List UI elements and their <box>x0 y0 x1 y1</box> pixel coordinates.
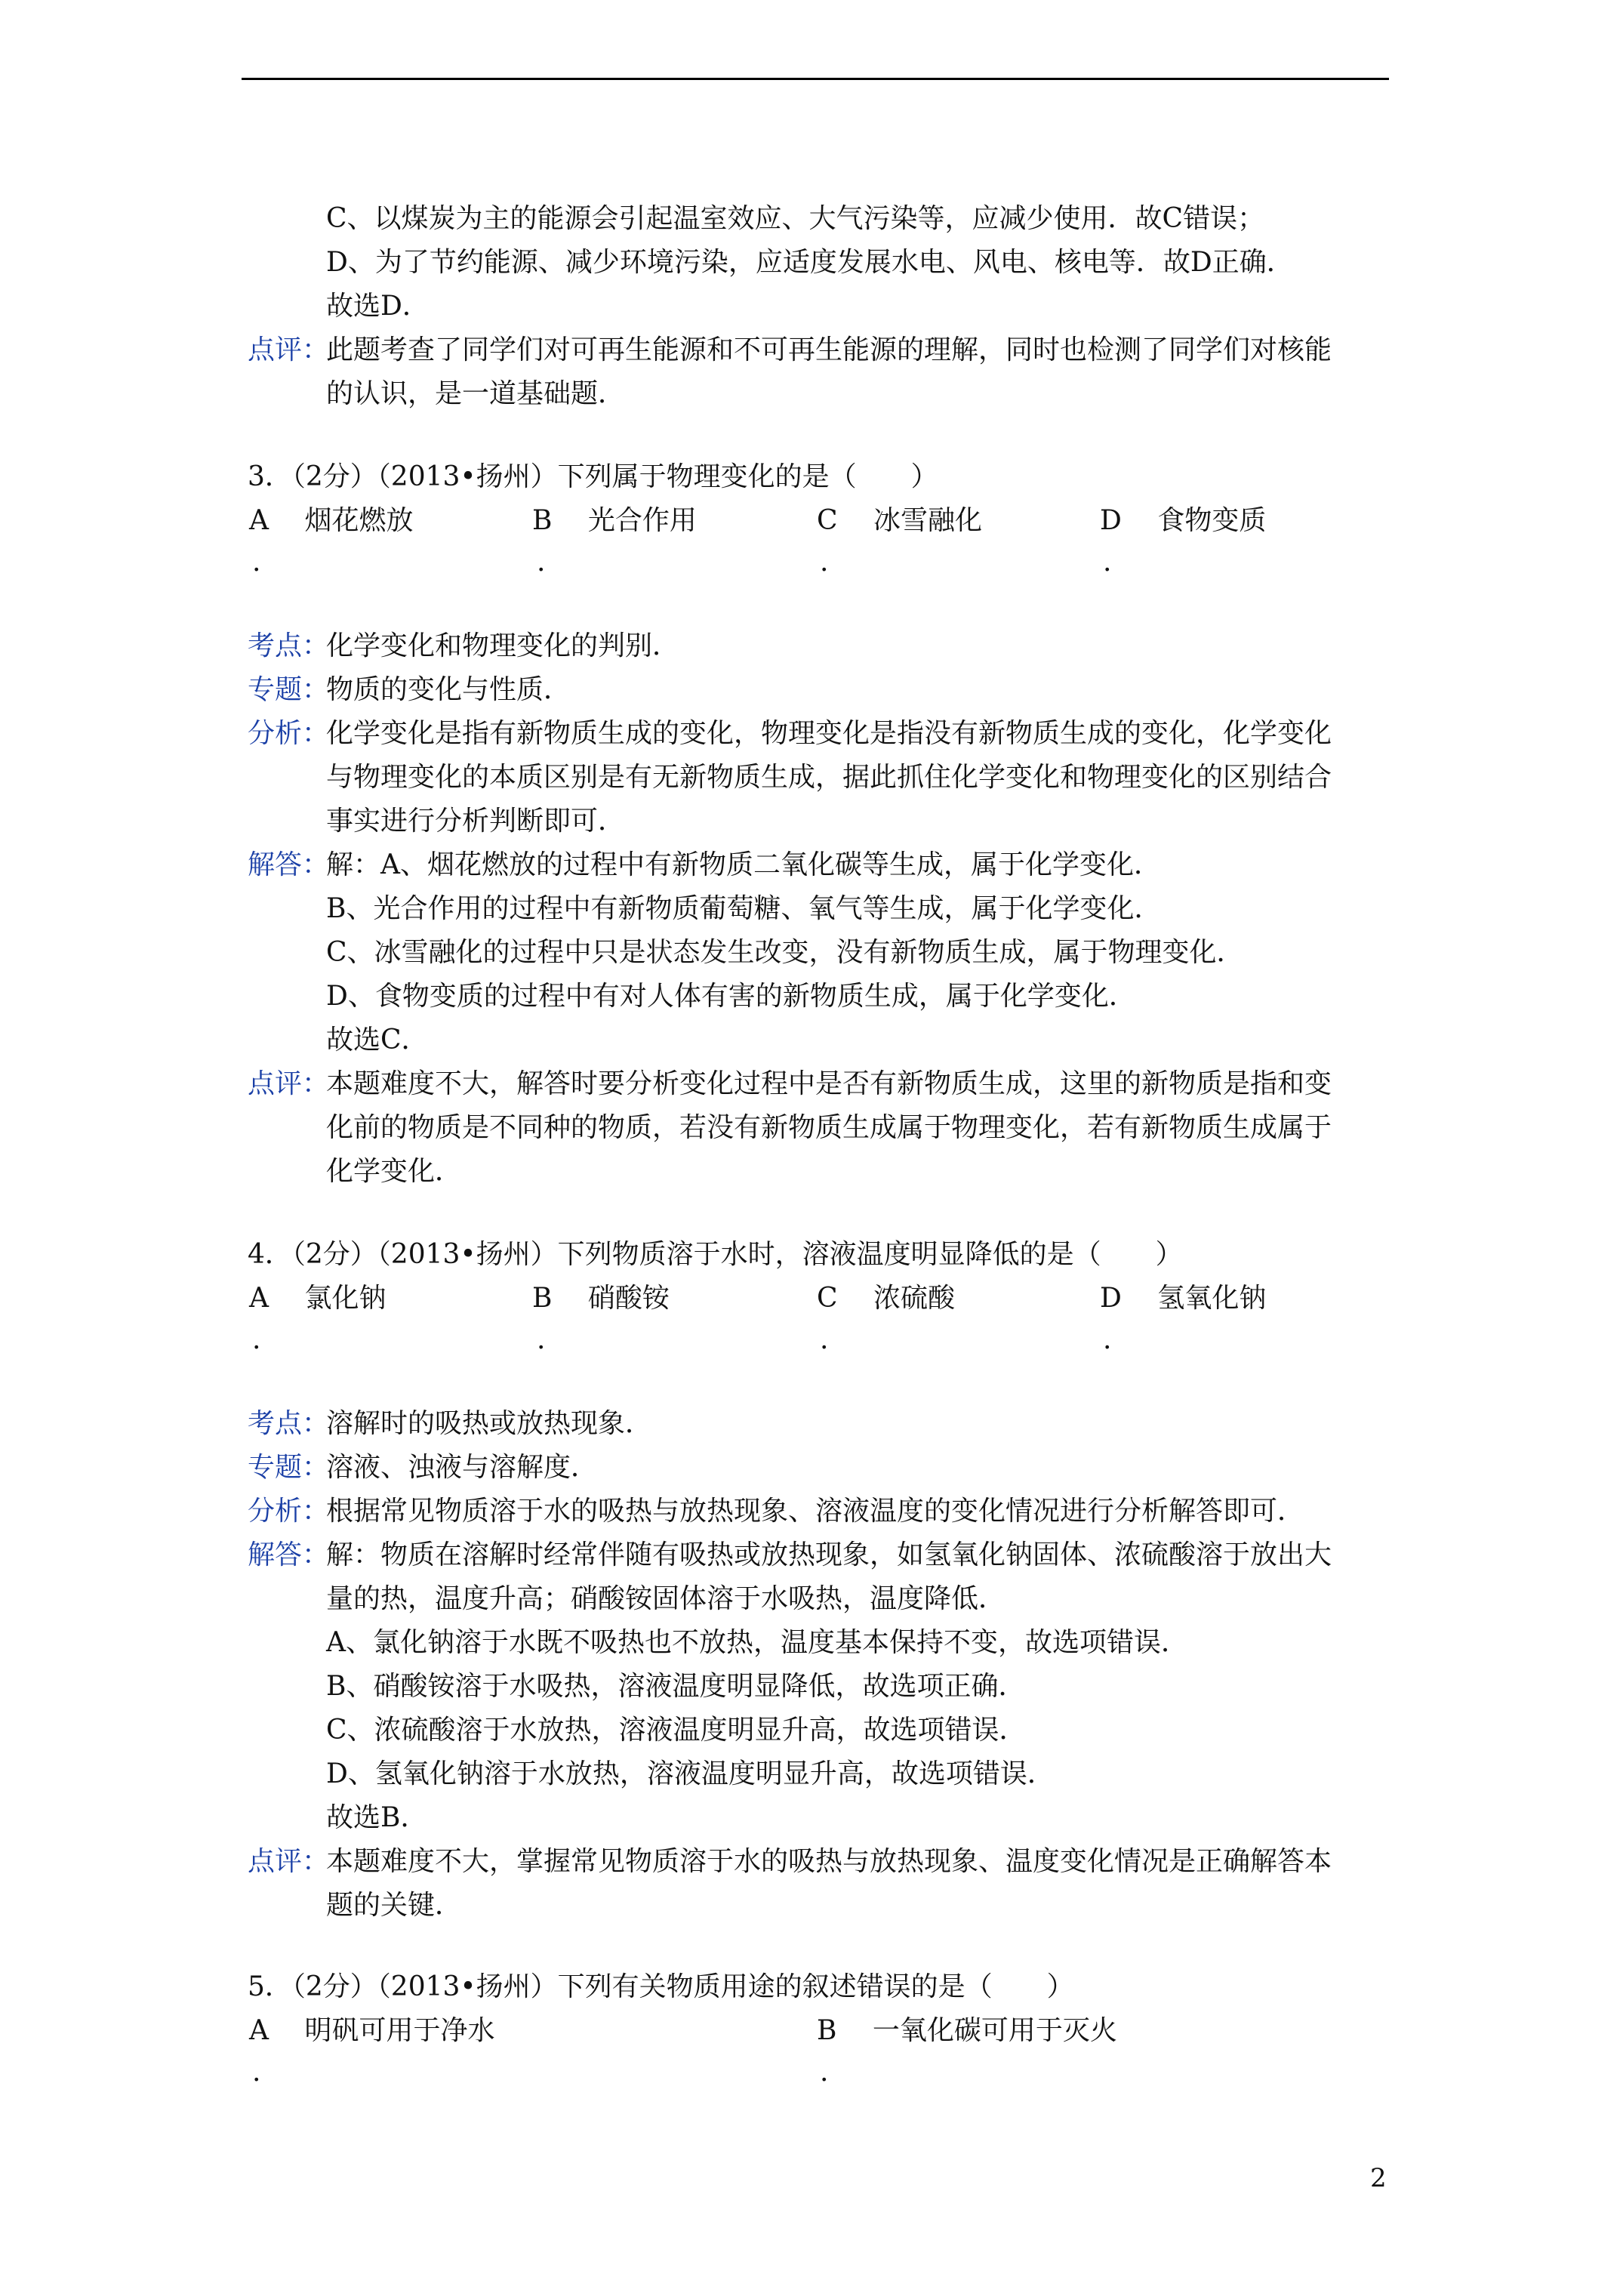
q3-jieda-line-2: B、光合作用的过程中有新物质葡萄糖、氧气等生成，属于化学变化． <box>326 893 1162 924</box>
option-letter: A <box>249 1283 269 1314</box>
option-dot: . <box>1103 1324 1112 1355</box>
option-letter: D <box>1100 1283 1122 1314</box>
q4-option-d <box>1100 1282 1266 1315</box>
prev-answer: 故选D． <box>326 291 430 322</box>
option-letter: B <box>532 505 553 536</box>
option-dot: . <box>820 1324 829 1355</box>
option-text: 浓硫酸 <box>873 1283 956 1314</box>
q4-dianping-line-1: 本题难度不大，掌握常见物质溶于水的吸热与放热现象、温度变化情况是正确解答本 <box>326 1846 1332 1877</box>
page-number: 2 <box>1370 2163 1387 2193</box>
prev-comment-line-1: 此题考查了同学们对可再生能源和不可再生能源的理解，同时也检测了同学们对核能 <box>326 334 1332 365</box>
q4-jieda-label: 解答： <box>248 1539 330 1570</box>
option-dot: . <box>252 1324 261 1355</box>
q5-option-a <box>249 2014 494 2048</box>
option-dot: . <box>820 547 829 578</box>
prev-line-c: C、以煤炭为主的能源会引起温室效应、大气污染等，应减少使用．故C错误； <box>326 203 1265 234</box>
option-text: 硝酸铵 <box>587 1283 670 1314</box>
option-dot: . <box>1103 547 1112 578</box>
q4-dianping-line-2: 题的关键． <box>326 1890 463 1921</box>
q4-jieda-line-7: 故选B． <box>326 1802 428 1833</box>
q4-kaodian: 溶解时的吸热或放热现象． <box>326 1408 653 1439</box>
q4-stem: 4．（2分）（2013•扬州）下列物质溶于水时，溶液温度明显降低的是（ ） <box>248 1239 1183 1270</box>
q4-option-a <box>249 1282 386 1315</box>
option-dot: . <box>537 1324 546 1355</box>
option-text: 烟花燃放 <box>304 505 414 536</box>
option-text: 氢氧化钠 <box>1157 1283 1267 1314</box>
option-text: 食物变质 <box>1157 505 1267 536</box>
q3-zhuanti-label: 专题： <box>248 674 330 705</box>
q3-jieda-line-1: 解：A、烟花燃放的过程中有新物质二氧化碳等生成，属于化学变化． <box>326 849 1161 880</box>
prev-comment-line-2: 的认识，是一道基础题． <box>326 378 626 409</box>
option-text: 光合作用 <box>587 505 697 536</box>
q3-zhuanti: 物质的变化与性质． <box>326 674 571 705</box>
option-dot: . <box>252 547 261 578</box>
q4-fenxi-line-1: 根据常见物质溶于水的吸热与放热现象、溶液温度的变化情况进行分析解答即可． <box>326 1496 1305 1527</box>
q4-zhuanti: 溶液、浊液与溶解度． <box>326 1452 599 1483</box>
q3-jieda-label: 解答： <box>248 849 330 880</box>
q4-option-b <box>532 1282 670 1315</box>
option-letter: B <box>532 1283 553 1314</box>
q3-option-b <box>532 504 697 538</box>
prev-line-d: D、为了节约能源、减少环境污染，应适度发展水电、风电、核电等．故D正确． <box>326 247 1294 278</box>
q3-option-a <box>249 504 413 538</box>
q4-kaodian-label: 考点： <box>248 1408 330 1439</box>
q3-dianping-line-3: 化学变化． <box>326 1156 463 1187</box>
q3-option-c <box>817 504 982 538</box>
q4-zhuanti-label: 专题： <box>248 1452 330 1483</box>
q3-fenxi-line-2: 与物理变化的本质区别是有无新物质生成，据此抓住化学变化和物理变化的区别结合 <box>326 762 1332 793</box>
header-rule <box>242 78 1389 80</box>
q3-stem: 3．（2分）（2013•扬州）下列属于物理变化的是（ ） <box>248 461 938 492</box>
option-letter: A <box>249 505 269 536</box>
q4-jieda-line-3: A、氯化钠溶于水既不吸热也不放热，温度基本保持不变，故选项错误． <box>326 1627 1188 1658</box>
option-text: 明矾可用于净水 <box>304 2015 495 2046</box>
q3-fenxi-line-3: 事实进行分析判断即可． <box>326 806 626 837</box>
q4-jieda-line-5: C、浓硫酸溶于水放热，溶液温度明显升高，故选项错误． <box>326 1715 1027 1746</box>
option-letter: C <box>817 505 838 536</box>
q4-option-c <box>817 1282 955 1315</box>
prev-comment-label: 点评： <box>248 334 330 365</box>
q3-dianping-line-2: 化前的物质是不同种的物质，若没有新物质生成属于物理变化，若有新物质生成属于 <box>326 1112 1332 1143</box>
option-text: 氯化钠 <box>304 1283 387 1314</box>
option-dot: . <box>820 2057 829 2088</box>
q3-fenxi-label: 分析： <box>248 718 330 749</box>
option-letter: C <box>817 1283 838 1314</box>
q4-fenxi-label: 分析： <box>248 1496 330 1527</box>
q4-jieda-line-6: D、氢氧化钠溶于水放热，溶液温度明显升高，故选项错误． <box>326 1758 1055 1789</box>
option-dot: . <box>537 547 546 578</box>
option-letter: B <box>817 2015 837 2046</box>
q5-stem: 5．（2分）（2013•扬州）下列有关物质用途的叙述错误的是（ ） <box>248 1971 1074 2002</box>
q3-option-d <box>1100 504 1266 538</box>
q3-jieda-line-5: 故选C． <box>326 1025 429 1056</box>
q5-option-b <box>817 2014 1117 2048</box>
q4-jieda-line-4: B、硝酸铵溶于水吸热，溶液温度明显降低，故选项正确． <box>326 1671 1026 1702</box>
q3-jieda-line-3: C、冰雪融化的过程中只是状态发生改变，没有新物质生成，属于物理变化． <box>326 937 1244 968</box>
q4-dianping-label: 点评： <box>248 1846 330 1877</box>
q3-kaodian-label: 考点： <box>248 630 330 661</box>
q3-jieda-line-4: D、食物变质的过程中有对人体有害的新物质生成，属于化学变化． <box>326 981 1136 1012</box>
option-letter: D <box>1100 505 1122 536</box>
q3-kaodian: 化学变化和物理变化的判别． <box>326 630 680 661</box>
q3-dianping-label: 点评： <box>248 1068 330 1099</box>
q3-fenxi-line-1: 化学变化是指有新物质生成的变化，物理变化是指没有新物质生成的变化，化学变化 <box>326 718 1332 749</box>
q4-jieda-line-1: 解：物质在溶解时经常伴随有吸热或放热现象，如氢氧化钠固体、浓硫酸溶于放出大 <box>326 1539 1332 1570</box>
q3-dianping-line-1: 本题难度不大，解答时要分析变化过程中是否有新物质生成，这里的新物质是指和变 <box>326 1068 1332 1099</box>
option-text: 冰雪融化 <box>873 505 983 536</box>
option-letter: A <box>249 2015 269 2046</box>
option-dot: . <box>252 2057 261 2088</box>
option-text: 一氧化碳可用于灭火 <box>872 2015 1117 2046</box>
q4-jieda-line-2: 量的热，温度升高；硝酸铵固体溶于水吸热，温度降低． <box>326 1583 1006 1614</box>
